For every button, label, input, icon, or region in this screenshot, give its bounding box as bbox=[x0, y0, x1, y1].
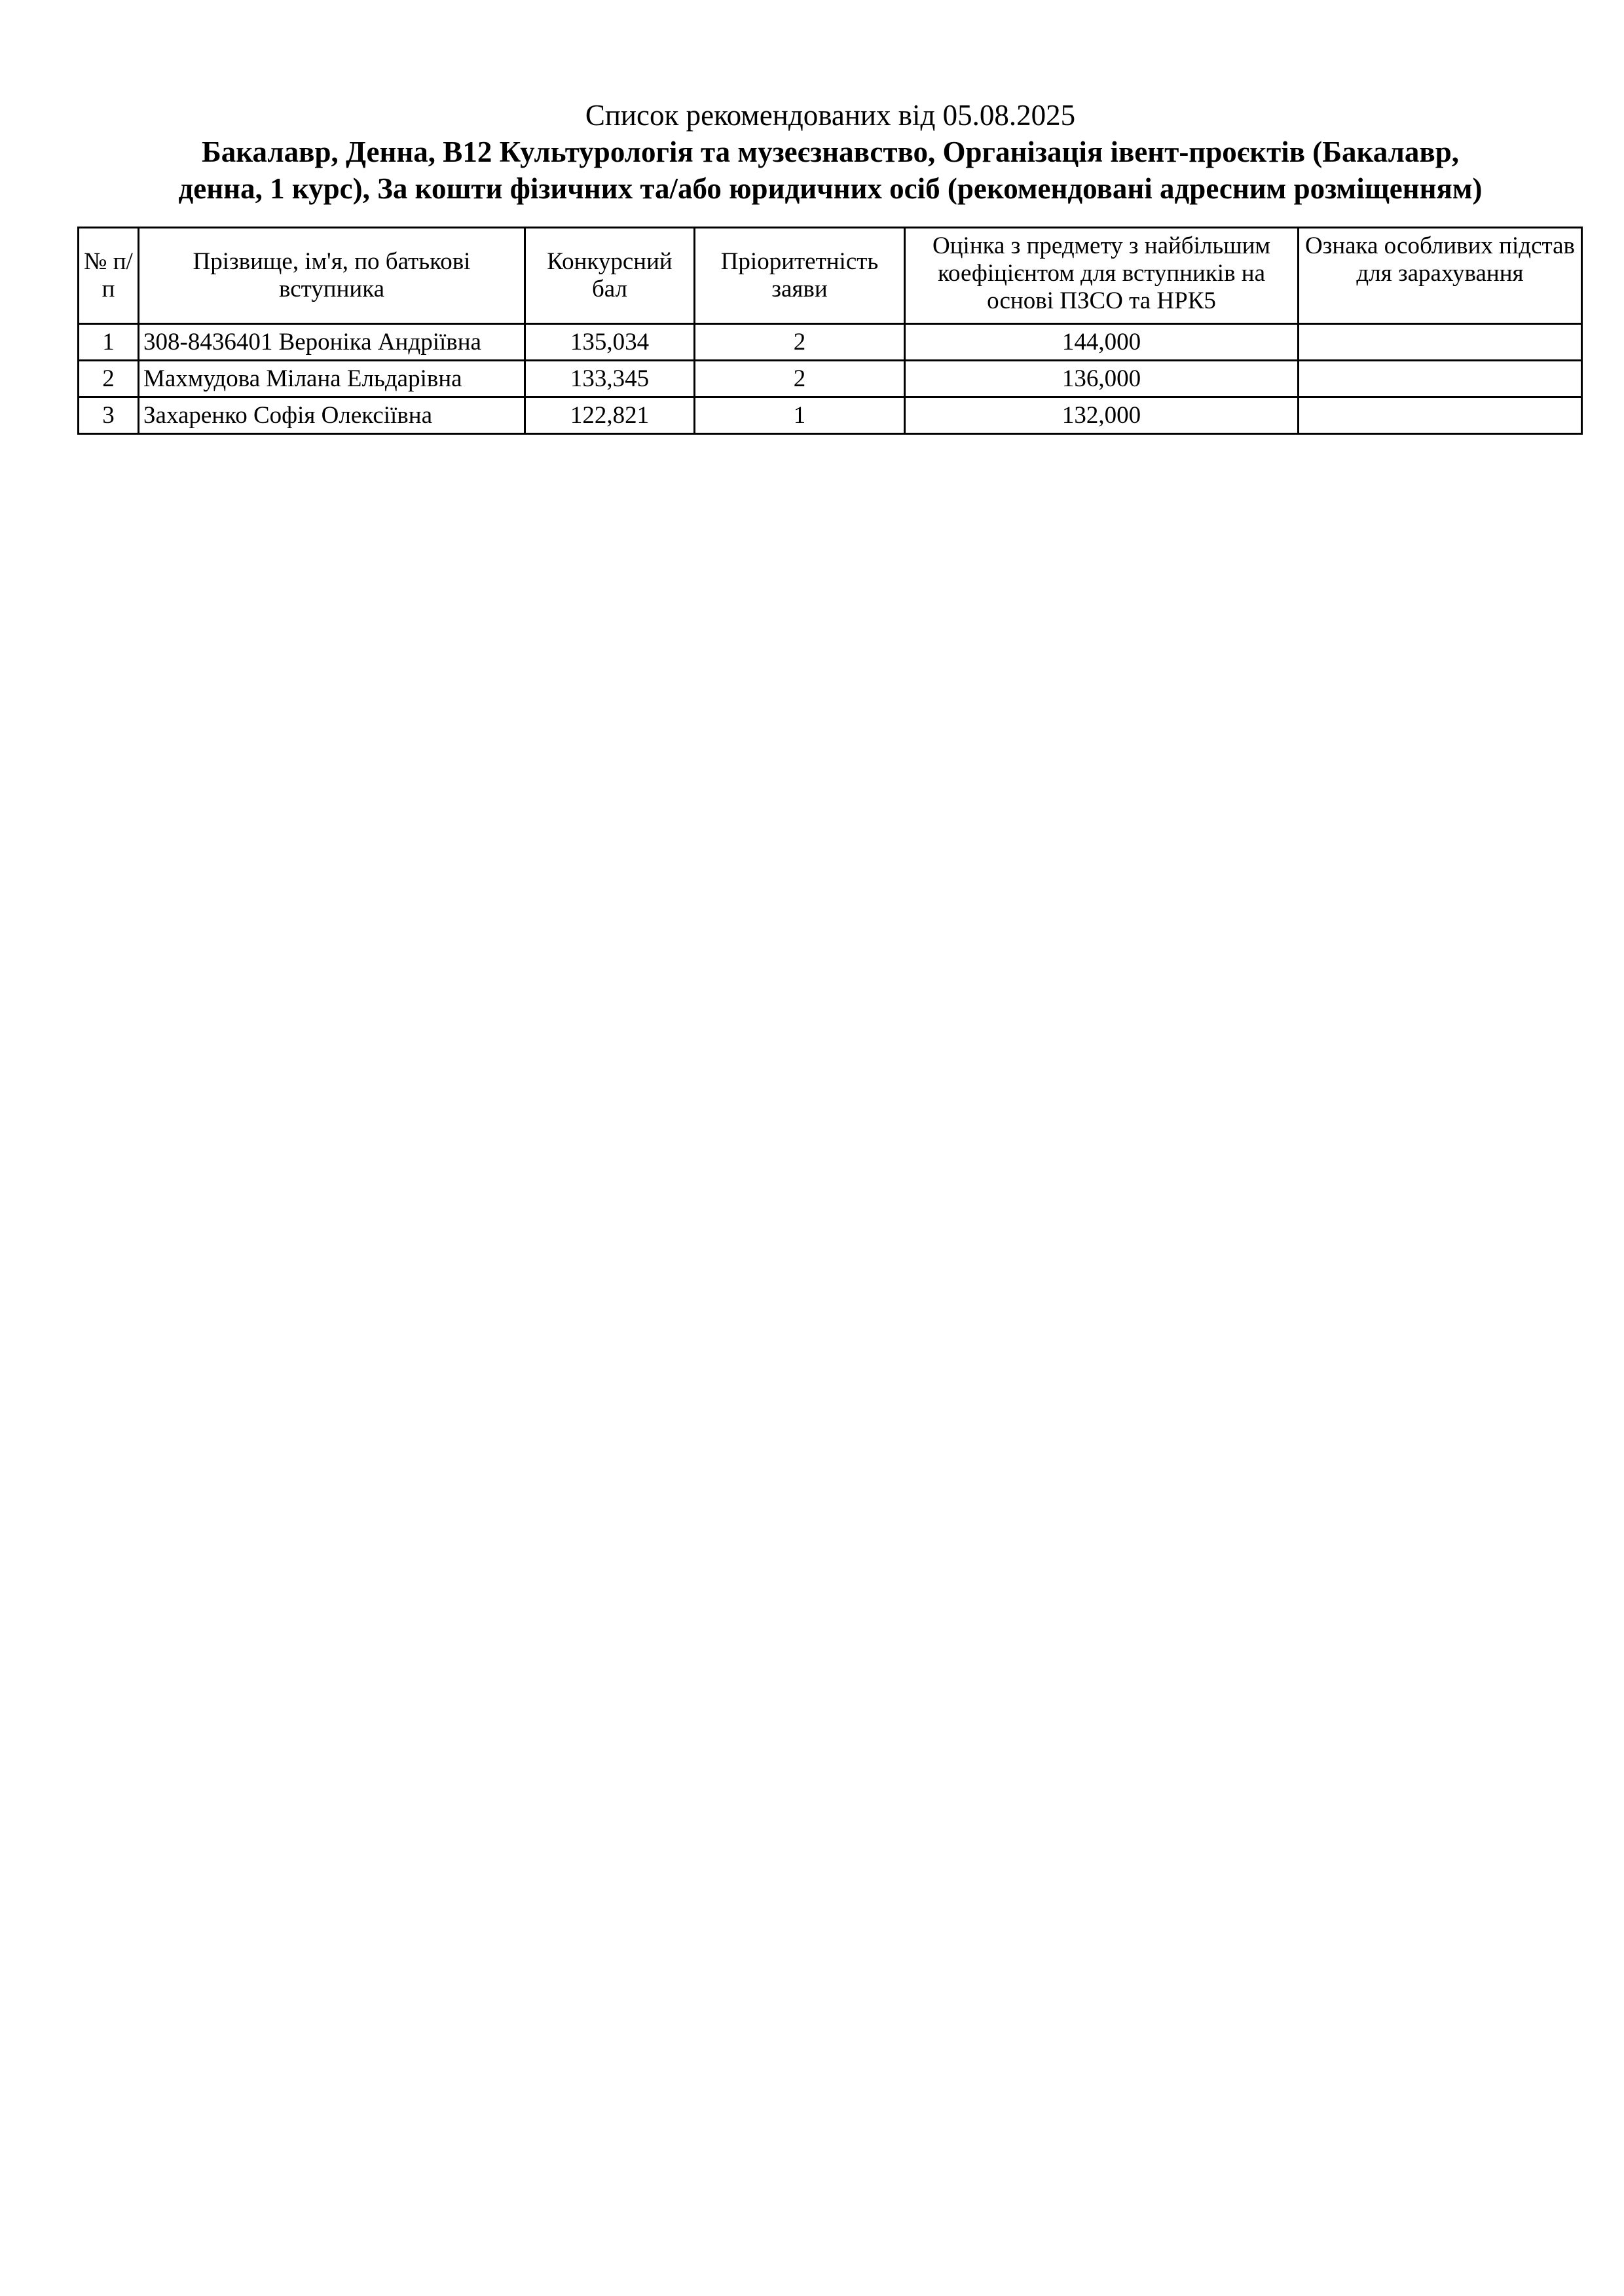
row-number: 3 bbox=[79, 397, 139, 434]
table-row bbox=[79, 361, 1582, 397]
applicant-name: 308-8436401 Вероніка Андріївна bbox=[139, 324, 525, 361]
column-header-competitive-score: Конкурсний бал bbox=[525, 228, 695, 324]
program-description-line-1: Бакалавр, Денна, B12 Культурологія та музеєзнавство, Організація івент-проєктів (Бакалавр, bbox=[202, 136, 1459, 168]
special-grounds bbox=[1299, 361, 1582, 397]
competitive-score: 122,821 bbox=[525, 397, 695, 434]
table-row bbox=[79, 397, 1582, 434]
applicant-name: Махмудова Мілана Ельдарівна bbox=[139, 361, 525, 397]
row-number: 2 bbox=[79, 361, 139, 397]
row-number: 1 bbox=[79, 324, 139, 361]
table-row bbox=[79, 324, 1582, 361]
column-header-subject-score: Оцінка з предмету з найбільшим коефіцієнтом для вступників на основі ПЗСО та НРК5 bbox=[905, 228, 1299, 324]
subject-score: 132,000 bbox=[905, 397, 1299, 434]
recommended-applicants-table bbox=[77, 227, 1583, 435]
subject-score: 136,000 bbox=[905, 361, 1299, 397]
application-priority: 1 bbox=[695, 397, 905, 434]
special-grounds bbox=[1299, 324, 1582, 361]
program-description-line-2: денна, 1 курс), За кошти фізичних та/або юридичних осіб (рекомендовані адресним розміщенням) bbox=[178, 172, 1483, 205]
table-header-row bbox=[79, 228, 1582, 324]
application-priority: 2 bbox=[695, 324, 905, 361]
applicant-name: Захаренко Софія Олексіївна bbox=[139, 397, 525, 434]
column-header-number: № п/п bbox=[79, 228, 139, 324]
column-header-full-name: Прізвище, ім'я, по батькові вступника bbox=[139, 228, 525, 324]
document-header bbox=[77, 97, 1583, 207]
competitive-score: 135,034 bbox=[525, 324, 695, 361]
special-grounds bbox=[1299, 397, 1582, 434]
subject-score: 144,000 bbox=[905, 324, 1299, 361]
list-title: Список рекомендованих від 05.08.2025 bbox=[585, 99, 1076, 132]
competitive-score: 133,345 bbox=[525, 361, 695, 397]
application-priority: 2 bbox=[695, 361, 905, 397]
column-header-application-priority: Пріоритетність заяви bbox=[695, 228, 905, 324]
column-header-special-grounds: Ознака особливих підстав для зарахування bbox=[1299, 228, 1582, 324]
